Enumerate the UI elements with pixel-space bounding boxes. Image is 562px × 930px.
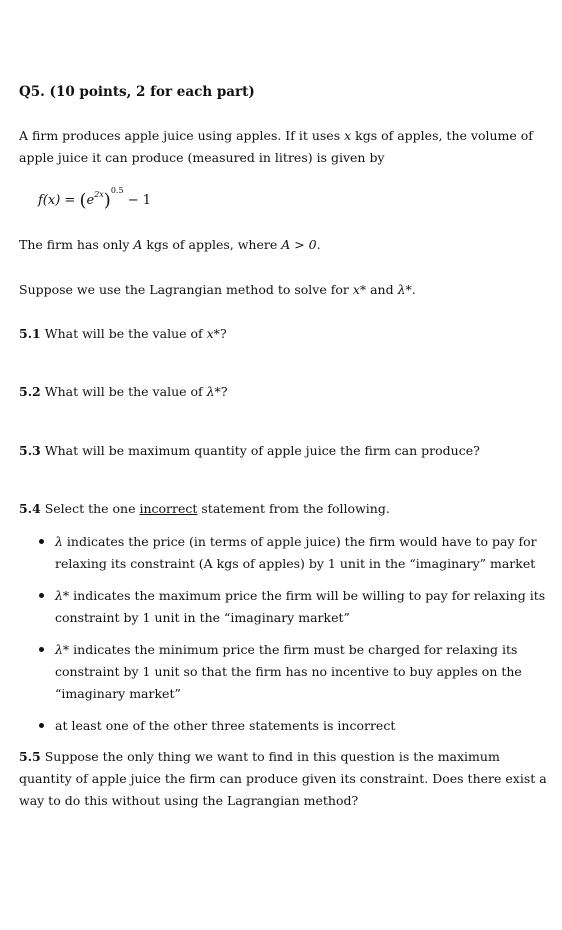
option-symbol: λ* <box>55 642 70 657</box>
underlined-word: incorrect <box>139 501 198 516</box>
constraint-text-b: kgs of apples, where <box>142 237 282 252</box>
question-number: 5.4 <box>19 501 41 516</box>
lagrange-text-a: Suppose we use the Lagrangian method to solve for <box>19 282 353 297</box>
question-number: 5.3 <box>19 443 41 458</box>
option-text: indicates the maximum price the firm will be willing to pay for relaxing its constraint by 1 unit in the “imaginary market” <box>55 588 546 625</box>
option-item <box>38 585 550 629</box>
formula-inner-exponent: 2x <box>94 190 104 199</box>
production-formula <box>38 188 151 209</box>
question-end: ? <box>219 326 227 341</box>
formula-base: e <box>86 193 95 208</box>
question-5-3 <box>19 440 549 462</box>
formula-paren-open: ( <box>79 190 87 211</box>
question-text-a: Select the one <box>40 501 140 516</box>
constraint-paragraph <box>19 234 549 256</box>
question-var: x* <box>206 326 220 341</box>
intro-paragraph <box>19 125 549 169</box>
formula-paren-close: ) <box>103 190 111 211</box>
question-title: Q5. (10 points, 2 for each part) <box>19 84 255 100</box>
lagrange-paragraph <box>19 279 549 301</box>
constraint-text-c: . <box>316 237 321 252</box>
option-symbol: λ* <box>55 588 70 603</box>
lagrange-text-c: . <box>411 282 416 297</box>
option-list <box>38 531 550 747</box>
question-text-b: statement from the following. <box>197 501 390 516</box>
question-text: What will be the value of <box>40 384 207 399</box>
lagrange-and: and <box>366 282 398 297</box>
question-var: λ* <box>206 384 221 399</box>
formula-lhs: f(x) = <box>38 193 80 208</box>
option-symbol: λ <box>55 534 63 549</box>
intro-text-a: A firm produces apple juice using apples. If it uses <box>19 128 345 143</box>
option-item <box>38 715 550 737</box>
option-text: indicates the minimum price the firm must be charged for relaxing its constraint by 1 unit so that the firm has no incentive to buy apples on the “imaginary market” <box>55 642 522 701</box>
question-5-1 <box>19 323 549 345</box>
formula-tail: − 1 <box>123 193 151 208</box>
option-text: indicates the price (in terms of apple juice) the firm would have to pay for relaxing its constraint (A kgs of apples) by 1 unit in the “imaginary” market <box>55 534 537 571</box>
var-A: A <box>133 237 143 252</box>
var-x-star: x* <box>352 282 367 297</box>
intro-text-b: kgs of apples, the volume of apple juice it can produce (measured in litres) is given by <box>19 128 533 165</box>
question-5-2 <box>19 381 549 403</box>
option-text: at least one of the other three statements is incorrect <box>55 718 396 733</box>
option-item <box>38 639 550 705</box>
question-text: What will be the value of <box>40 326 207 341</box>
question-text: Suppose the only thing we want to find in this question is the maximum quantity of apple juice the firm can produce given its constraint. Does there exist a way to do this without using the Lagrangian method? <box>19 749 547 808</box>
var-x: x <box>344 128 352 143</box>
question-number: 5.2 <box>19 384 41 399</box>
var-lambda-star: λ* <box>397 282 412 297</box>
question-end: ? <box>220 384 228 399</box>
question-number: 5.1 <box>19 326 41 341</box>
option-item <box>38 531 550 575</box>
question-text: What will be maximum quantity of apple juice the firm can produce? <box>40 443 480 458</box>
question-5-5 <box>19 746 549 812</box>
question-5-4 <box>19 498 549 520</box>
question-number: 5.5 <box>19 749 41 764</box>
constraint-condition: A > 0 <box>281 237 317 252</box>
constraint-text-a: The firm has only <box>19 237 134 252</box>
formula-outer-exponent: 0.5 <box>110 186 124 195</box>
